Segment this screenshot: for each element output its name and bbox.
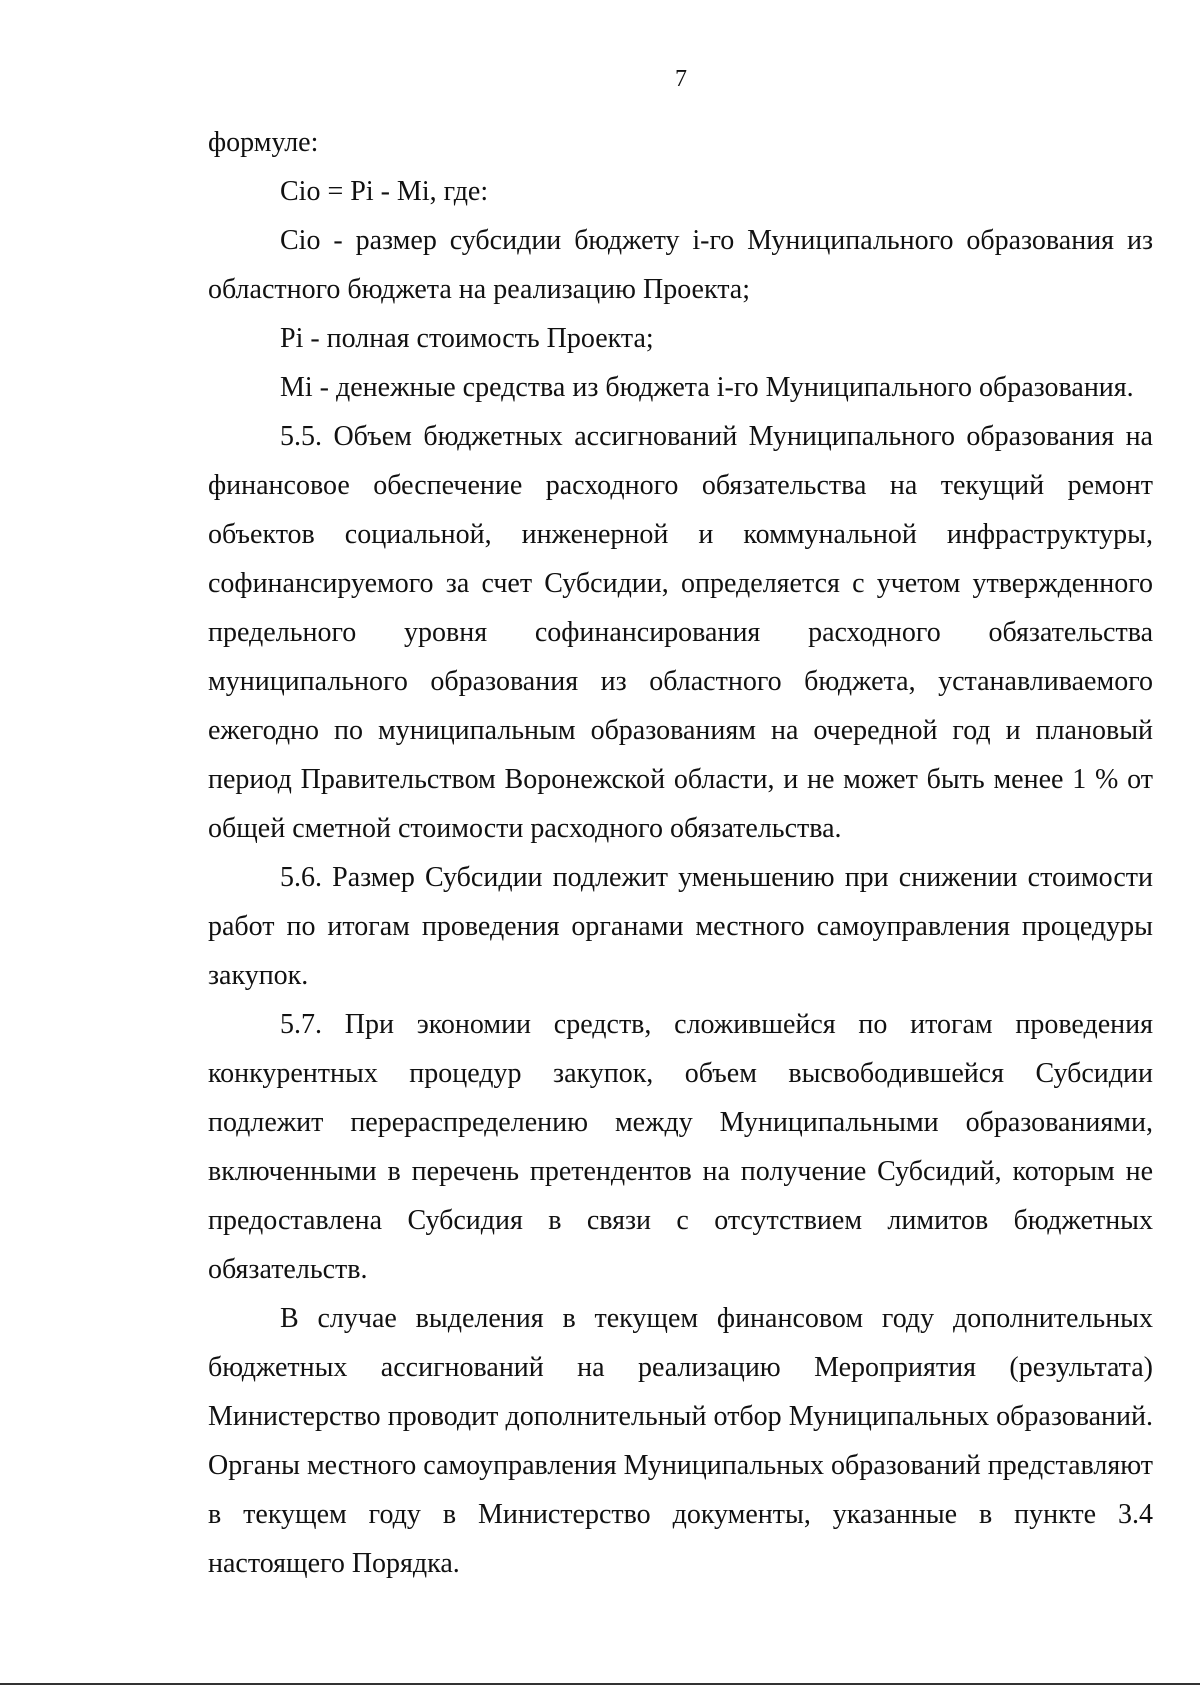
bottom-rule: [0, 1683, 1200, 1685]
paragraph-mi-definition: Mi - денежные средства из бюджета i-го Муниципального образования.: [280, 372, 1134, 403]
document-body: [208, 118, 1153, 1588]
paragraph-formula: Cio = Pi - Mi, где:: [280, 176, 489, 207]
paragraph-5-5: 5.5. Объем бюджетных ассигнований Муниципального образования на финансовое обеспечение расходного обязательства на текущий ремонт объектов социальной, инженерной и коммунальной инфраструктуры, софинансируемого за счет Субсидии, определяется с учетом утвержденного предельного уровня софинансирования расходного обязательства муниципального образования из областного бюджета, устанавливаемого ежегодно по муниципальным образованиям на очередной год и плановый период Правительством Воронежской области, и не может быть менее 1 % от общей сметной стоимости расходного обязательства.: [208, 421, 1153, 844]
paragraph-5-6: 5.6. Размер Субсидии подлежит уменьшению при снижении стоимости работ по итогам проведения органами местного самоуправления процедуры закупок.: [208, 862, 1153, 991]
paragraph-5-7: 5.7. При экономии средств, сложившейся по итогам проведения конкурентных процедур закупок, объем высвободившейся Субсидии подлежит перераспределению между Муниципальными образованиями, включенными в перечень претендентов на получение Субсидий, которым не предоставлена Субсидия в связи с отсутствием лимитов бюджетных обязательств.: [208, 1009, 1153, 1285]
paragraph-formula-intro: формуле:: [208, 127, 319, 158]
paragraph-cio-definition: Cio - размер субсидии бюджету i-го Муниципального образования из областного бюджета на реализацию Проекта;: [208, 225, 1153, 305]
page-number: 7: [675, 66, 687, 92]
paragraph-pi-definition: Pi - полная стоимость Проекта;: [280, 323, 654, 354]
paragraph-additional-selection: В случае выделения в текущем финансовом году дополнительных бюджетных ассигнований на реализацию Мероприятия (результата) Министерство проводит дополнительный отбор Муниципальных образований. Органы местного самоуправления Муниципальных образований представляют в текущем году в Министерство документы, указанные в пункте 3.4 настоящего Порядка.: [208, 1303, 1153, 1579]
